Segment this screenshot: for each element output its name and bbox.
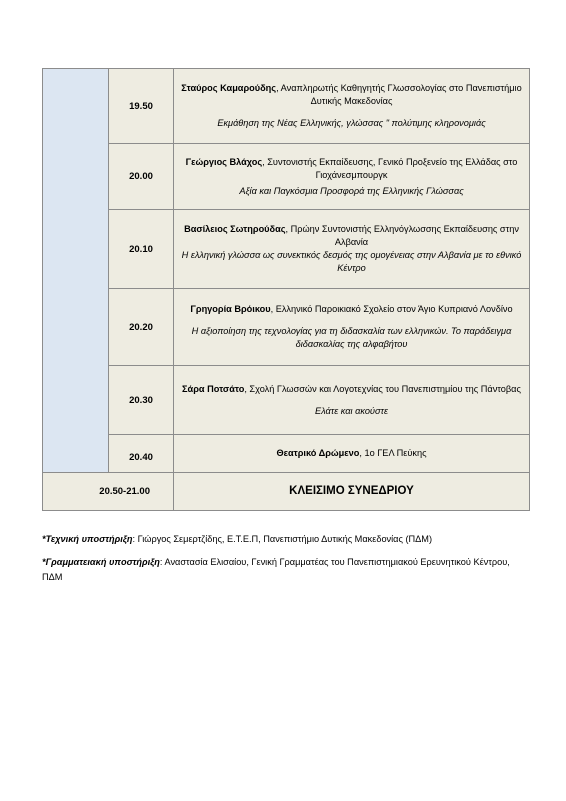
speaker-affiliation: , Συντονιστής Εκπαίδευσης, Γενικό Προξενείο της Ελλάδας στο Γιοχάνεσμπουργκ: [262, 156, 518, 180]
closing-row: [43, 473, 530, 511]
speaker-affiliation: , Σχολή Γλωσσών και Λογοτεχνίας του Πανεπιστημίου της Πάντοβας: [244, 383, 521, 394]
talk-title: Η αξιοποίηση της τεχνολογίας για τη διδασκαλία των ελληνικών. Το παράδειγμα διδασκαλίας της αλφαβήτου: [191, 326, 512, 349]
time-cell: 20.40: [109, 435, 174, 473]
session-cell: [174, 435, 530, 473]
talk-title: Εκμάθηση της Νέας Ελληνικής, γλώσσας " πολύτιμης κληρονομιάς: [217, 118, 486, 128]
time-cell: 20.00: [109, 144, 174, 210]
closing-time-cell: 20.50-21.00: [43, 473, 174, 511]
speaker-name: Γεώργιος Βλάχος: [185, 156, 263, 167]
tech-support-note: [42, 532, 530, 547]
secretarial-support-label: *Γραμματειακή υποστήριξη: [42, 557, 160, 567]
blue-side-column: [43, 69, 109, 473]
speaker-name: Θεατρικό Δρώμενο: [276, 448, 360, 458]
session-cell: [174, 144, 530, 210]
program-table: [42, 68, 530, 511]
session-cell: [174, 289, 530, 366]
speaker-affiliation: , Ελληνικό Παροικιακό Σχολείο στον Άγιο Κυπριανό Λονδίνο: [270, 304, 513, 314]
time-cell: 20.20: [109, 289, 174, 366]
time-cell: 20.10: [109, 210, 174, 289]
speaker-affiliation: , Πρώην Συντονιστής Ελληνόγλωσσης Εκπαίδευσης στην Αλβανία: [285, 224, 519, 247]
speaker-name: Σάρα Ποτσάτο: [182, 383, 245, 394]
speaker-name: Σταύρος Καμαρούδης: [181, 83, 277, 93]
secretarial-support-note: [42, 555, 530, 585]
table-row: [43, 144, 530, 210]
speaker-affiliation: , 1ο ΓΕΛ Πεύκης: [359, 448, 427, 458]
closing-label: ΚΛΕΙΣΙΜΟ ΣΥΝΕΔΡΙΟΥ: [289, 485, 414, 497]
talk-title: Η ελληνική γλώσσα ως συνεκτικός δεσμός της ομογένειας στην Αλβανία με το εθνικό Κέντρο: [181, 250, 522, 273]
tech-support-label: *Τεχνική υποστήριξη: [42, 534, 133, 544]
session-cell: [174, 210, 530, 289]
session-cell: [174, 366, 530, 435]
speaker-name: Βασίλειος Σωτηρούδας: [184, 224, 286, 234]
talk-title: Ελάτε και ακούστε: [315, 405, 388, 416]
speaker-name: Γρηγορία Βρόικου: [190, 304, 271, 314]
table-row: [43, 366, 530, 435]
talk-title: Αξία και Παγκόσμια Προσφορά της Ελληνικής Γλώσσας: [239, 185, 464, 196]
table-row: [43, 210, 530, 289]
closing-cell: [174, 473, 530, 511]
time-cell: 19.50: [109, 69, 174, 144]
secretarial-support-text: : Αναστασία Ελισαίου, Γενική Γραμματέας του Πανεπιστημιακού Ερευνητικού Κέντρου, ΠΔΜ: [42, 557, 510, 582]
tech-support-text: : Γιώργος Σεμερτζίδης, Ε.Τ.Ε.Π, Πανεπιστήμιο Δυτικής Μακεδονίας (ΠΔΜ): [132, 534, 433, 544]
table-row: [43, 69, 530, 144]
table-row: [43, 289, 530, 366]
speaker-affiliation: , Αναπληρωτής Καθηγητής Γλωσσολογίας στο Πανεπιστήμιο Δυτικής Μακεδονίας: [276, 83, 522, 106]
session-cell: [174, 69, 530, 144]
time-cell: 20.30: [109, 366, 174, 435]
table-row: [43, 435, 530, 473]
